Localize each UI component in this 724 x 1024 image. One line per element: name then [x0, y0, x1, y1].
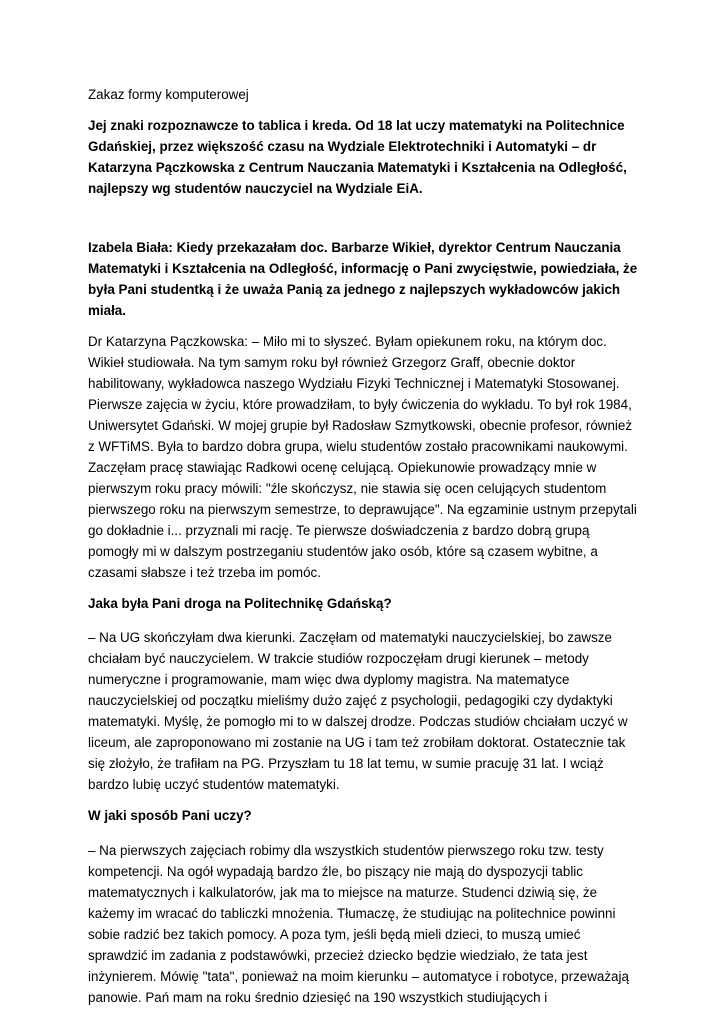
answer-paragraph-1: Dr Katarzyna Pączkowska: – Miło mi to słyszeć. Byłam opiekunem roku, na którym doc. Wikieł studiowała. Na tym samym roku był również Grzegorz Graff, obecnie doktor habilitowany, wykładowca naszego Wydziału Fizyki Technicznej i Matematyki Stosowanej. Pierwsze zajęcia w życiu, które prowadziłam, to były ćwiczenia do wykładu. To był rok 1984, Uniwersytet Gdański. W mojej grupie był Radosław Szmytkowski, obecnie profesor, również z WFTiMS. Była to bardzo dobra grupa, wielu studentów zostało pracownikami naukowymi. Zaczęłam pracę stawiając Radkowi ocenę celującą. Opiekunowie prowadzący mnie w pierwszym roku pracy mówili: "źle skończysz, nie stawia się ocen celujących studentom pierwszego roku na pierwszym semestrze, to deprawujące". Na egzaminie ustnym przepytali go dokładnie i... przyznali mi rację. Te pierwsze doświadczenia z bardzo dobrą grupą pomogły mi w dalszym postrzeganiu studentów jako osób, które są czasem wybitne, a czasami słabsze i też trzeba im pomóc. [88, 334, 637, 580]
question-2: Jaka była Pani droga na Politechnikę Gdańską? [88, 596, 392, 611]
answer-paragraph-2: – Na UG skończyłam dwa kierunki. Zaczęłam od matematyki nauczycielskiej, bo zawsze chciałam być nauczycielem. W trakcie studiów rozpoczęłam drugi kierunek – metody numeryczne i programowanie, mam więc dwa dyplomy magistra. Na matematyce nauczycielskiej od początku mieliśmy dużo zajęć z psychologii, pedagogiki czy dydaktyki matematyki. Myślę, że pomogło mi to w dalszej drodze. Podczas studiów chciałam uczyć w liceum, ale zaproponowano mi zostanie na UG i tam też zrobiłam doktorat. Ostatecznie tak się złożyło, że trafiłam na PG. Przyszłam tu 18 lat temu, w sumie pracuję 31 lat. I wciąż bardzo lubię uczyć studentów matematyki. [88, 630, 628, 793]
answer-paragraph-3: – Na pierwszych zajęciach robimy dla wszystkich studentów pierwszego roku tzw. testy kompetencji. Na ogół wypadają bardzo źle, bo piszący nie mają do dyspozycji tablic matematycznych i kalkulatorów, jak ma to miejsce na maturze. Studenci dziwią się, że każemy im wracać do tabliczki mnożenia. Tłumaczę, że studiując na politechnice powinni sobie radzić bez takich pomocy. A poza tym, jeśli będą mieli dzieci, to muszą umieć sprawdzić im zadania z podstawówki, przecież dziecko będzie wiedziało, że tata jest inżynierem. Mówię "tata", ponieważ na moim kierunku – automatyce i robotyce, przeważają panowie. Pań mam na roku średnio dziesięć na 190 wszystkich studiujących i [88, 842, 629, 1005]
article-lead: Jej znaki rozpoznawcze to tablica i kreda. Od 18 lat uczy matematyki na Politechnice Gdańskiej, przez większość czasu na Wydziale Elektrotechniki i Automatyki – dr Katarzyna Pączkowska z Centrum Nauczania Matematyki i Kształcenia na Odległość, najlepszy wg studentów nauczyciel na Wydziale EiA. [88, 118, 627, 196]
intro-question: Izabela Biała: Kiedy przekazałam doc. Barbarze Wikieł, dyrektor Centrum Nauczania Matematyki i Kształcenia na Odległość, informację o Pani zwycięstwie, powiedziała, że była Pani studentką i że uważa Panią za jednego z najlepszych wykładowców jakich miała. [88, 240, 638, 318]
document-body [88, 84, 640, 1008]
question-3: W jaki sposób Pani uczy? [88, 808, 252, 824]
section-label: Zakaz formy komputerowej [88, 87, 249, 102]
